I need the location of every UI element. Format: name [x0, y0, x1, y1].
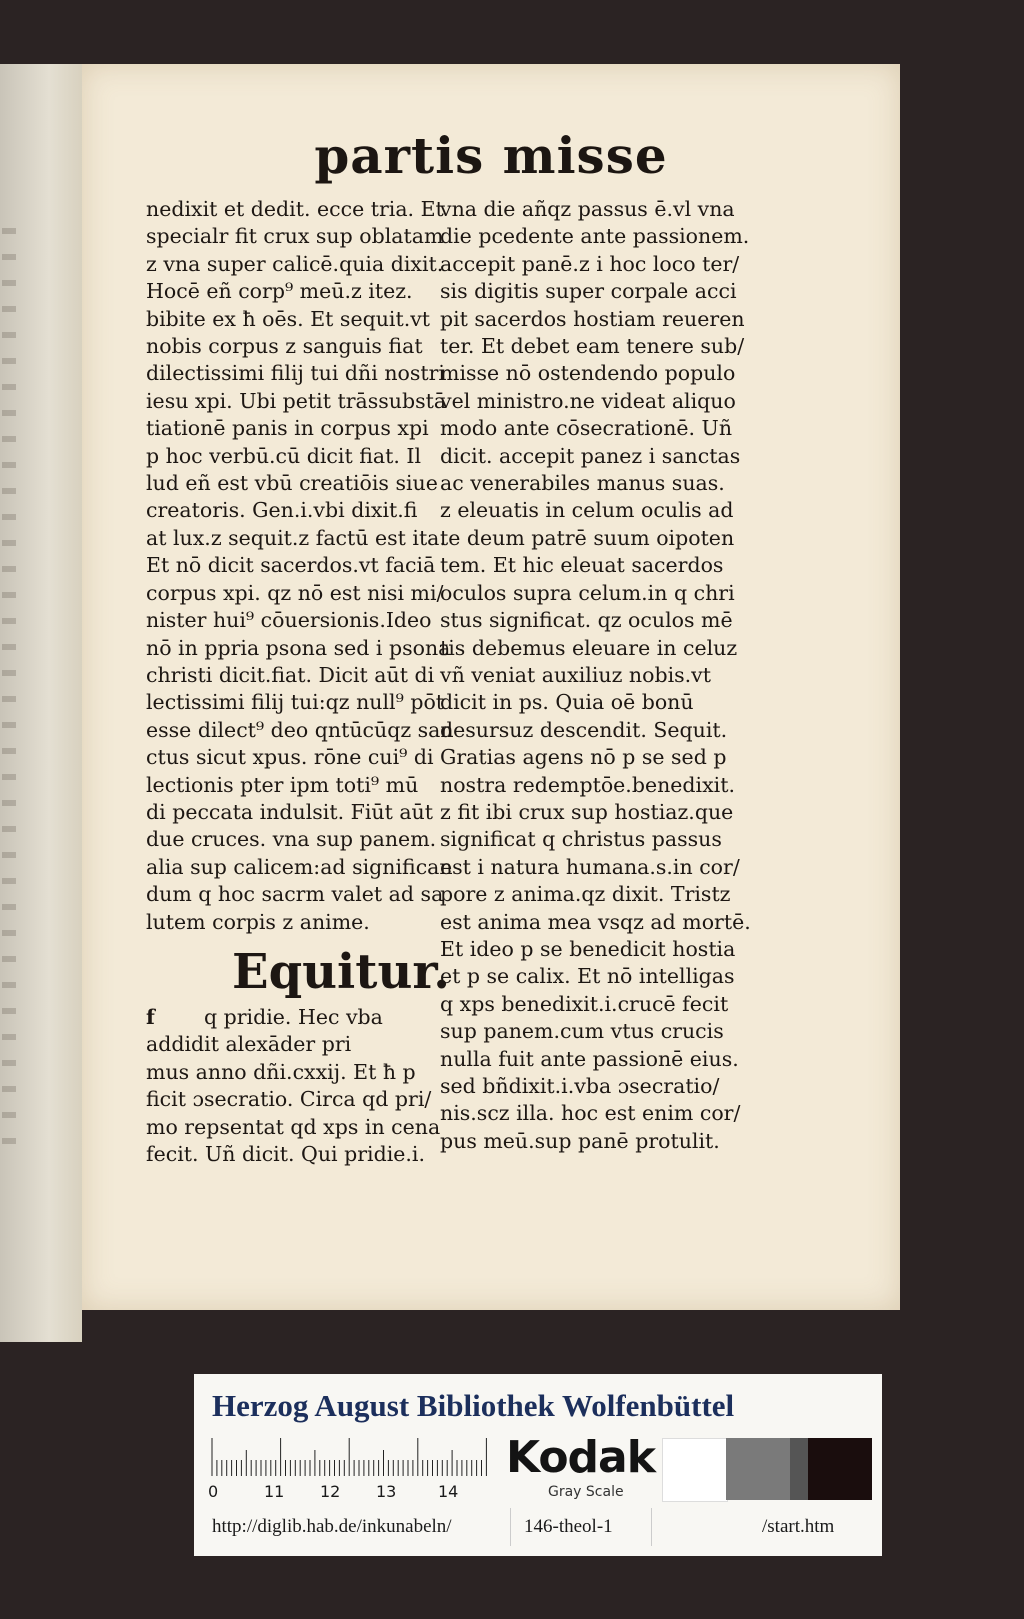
left-column: [146, 196, 454, 1168]
text-line: lutem corpis z anime.: [146, 909, 370, 934]
text-line: nis.scz illa. hoc est enim cor/: [440, 1101, 741, 1126]
text-line: nedixit et dedit. ecce tria. Et: [146, 197, 444, 221]
initial-line: [146, 1004, 446, 1031]
ruler-number: 13: [376, 1482, 397, 1501]
text-line: lectionis pter ipm toti⁹ mū: [146, 772, 419, 797]
text-line: modo ante cōsecrationē. Uñ: [440, 416, 733, 441]
right-column: [440, 196, 751, 1155]
text-line: addidit alexāder pri: [146, 1032, 352, 1057]
text-line: due cruces. vna sup panem.: [146, 827, 437, 852]
url-suffix[interactable]: /start.htm: [762, 1516, 835, 1537]
ruler-number: 14: [438, 1482, 459, 1501]
running-header: partis misse: [314, 126, 668, 185]
text-line: misse nō ostendendo populo: [440, 361, 736, 386]
text-line: ficit ɔsecratio. Circa qd pri/: [146, 1087, 432, 1112]
text-line: nister hui⁹ cōuersionis.Ideo: [146, 608, 432, 633]
text-line: vel ministro.ne videat aliquo: [440, 388, 736, 413]
text-line: pore z anima.qz dixit. Tristz: [440, 882, 731, 907]
text-line: nō in ppria psona sed i psona: [146, 635, 451, 660]
ruler-number: 12: [320, 1482, 341, 1501]
text-line: et p se calix. Et nō intelligas: [440, 964, 735, 989]
ruler-number: 11: [264, 1482, 285, 1501]
text-line: stus significat. qz oculos mē: [440, 608, 733, 633]
ruler-number: 0: [208, 1482, 219, 1501]
previous-page-text-fragments: [2, 214, 16, 1164]
text-line: ter. Et debet eam tenere sub/: [440, 334, 745, 359]
text-line: Hocē eñ corp⁹ meū.z itez.: [146, 279, 413, 304]
text-line: esse dilect⁹ deo qntūcūqz san: [146, 717, 454, 742]
left-column-text-after: [146, 1031, 446, 1168]
right-column-text: [440, 196, 751, 1155]
gray-swatch-black: [808, 1438, 872, 1500]
text-line: q xps benedixit.i.crucē fecit: [440, 991, 729, 1016]
text-line: oculos supra celum.in q chri: [440, 580, 735, 605]
text-line: dilectissimi filij tui dñi nostri: [146, 361, 445, 386]
text-line: tiationē panis in corpus xpi: [146, 416, 429, 441]
text-line: tis debemus eleuare in celuz: [440, 635, 738, 660]
text-line: pus meū.sup panē protulit.: [440, 1128, 720, 1153]
initial-line-text: q pridie. Hec vba: [204, 1004, 383, 1029]
text-line: vñ veniat auxiliuz nobis.vt: [440, 662, 712, 687]
library-color-card: [194, 1374, 882, 1556]
text-line: accepit panē.z i hoc loco ter/: [440, 251, 740, 276]
text-line: desursuz descendit. Sequit.: [440, 717, 728, 742]
url-prefix[interactable]: http://diglib.hab.de/inkunabeln/: [212, 1516, 452, 1537]
gray-swatch-mid: [726, 1438, 790, 1500]
text-line: lud eñ est vbū creatiōis siue: [146, 471, 438, 496]
kodak-logo: Kodak: [506, 1432, 655, 1483]
text-line: sed bñdixit.i.vba ɔsecratio/: [440, 1074, 720, 1098]
previous-page-edge: [0, 64, 82, 1342]
text-line: iesu xpi. Ubi petit trāssubstā: [146, 388, 447, 413]
text-line: mo repsentat qd xps in cena: [146, 1114, 441, 1139]
text-line: sup panem.cum vtus crucis: [440, 1019, 724, 1044]
text-line: dicit in ps. Quia oē bonū: [440, 690, 694, 715]
text-line: mus anno dñi.cxxij. Et ħ p: [146, 1059, 416, 1084]
gray-scale-label: Gray Scale: [548, 1484, 624, 1500]
text-line: pit sacerdos hostiam reueren: [440, 306, 745, 331]
text-line: est i natura humana.s.in cor/: [440, 854, 740, 879]
library-name: Herzog August Bibliothek Wolfenbüttel: [212, 1388, 735, 1423]
text-line: alia sup calicem:ad significan: [146, 854, 453, 879]
section-heading: Equitur.: [232, 943, 450, 1000]
text-line: dicit. accepit panez i sanctas: [440, 443, 741, 468]
text-line: p hoc verbū.cū dicit fiat. Il: [146, 443, 422, 468]
text-line: specialr fit crux sup oblatam: [146, 224, 444, 249]
text-line: nulla fuit ante passionē eius.: [440, 1046, 739, 1071]
text-line: di peccata indulsit. Fiūt aūt: [146, 799, 433, 824]
text-line: z vna super calicē.quia dixit.: [146, 251, 444, 276]
text-line: est anima mea vsqz ad mortē.: [440, 909, 751, 934]
text-line: Et nō dicit sacerdos.vt faciā: [146, 553, 436, 578]
text-line: bibite ex ħ oēs. Et sequit.vt: [146, 306, 431, 331]
text-line: die pcedente ante passionem.: [440, 224, 750, 249]
text-line: nostra redemptōe.benedixit.: [440, 772, 735, 797]
text-line: vna die añqz passus ē.vl vna: [440, 197, 735, 221]
text-line: christi dicit.fiat. Dicit aūt di: [146, 662, 435, 687]
text-line: ac venerabiles manus suas.: [440, 471, 725, 496]
text-line: at lux.z sequit.z factū est ita.: [146, 525, 446, 550]
ruler-numbers: [208, 1482, 498, 1502]
text-line: z fit ibi crux sup hostiaz.que: [440, 799, 734, 824]
gray-swatch-dark: [790, 1438, 808, 1500]
text-line: lectissimi filij tui:qz null⁹ pōt: [146, 690, 445, 715]
text-line: nobis corpus z sanguis fiat: [146, 334, 423, 359]
text-line: Et ideo p se benedicit hostia: [440, 936, 736, 961]
text-line: significat q christus passus: [440, 827, 722, 852]
text-line: te deum patrē suum oipoten: [440, 525, 735, 550]
text-line: z eleuatis in celum oculis ad: [440, 498, 734, 523]
url-id[interactable]: 146-theol-1: [524, 1516, 613, 1537]
text-line: dum q hoc sacrm valet ad sa: [146, 882, 444, 907]
left-column-text: [146, 196, 454, 936]
text-line: creatoris. Gen.i.vbi dixit.fi: [146, 498, 418, 523]
initial-letter: f: [146, 1004, 155, 1029]
book-page: [82, 64, 900, 1310]
gray-swatch-white: [662, 1438, 728, 1502]
text-line: ctus sicut xpus. rōne cui⁹ di: [146, 745, 434, 770]
text-line: sis digitis super corpale acci: [440, 279, 737, 304]
text-line: corpus xpi. qz nō est nisi mi/: [146, 580, 444, 605]
ruler-icon: [210, 1436, 492, 1476]
text-line: fecit. Uñ dicit. Qui pridie.i.: [146, 1142, 425, 1166]
text-line: Gratias agens nō p se sed p: [440, 745, 727, 770]
text-line: tem. Et hic eleuat sacerdos: [440, 553, 724, 578]
